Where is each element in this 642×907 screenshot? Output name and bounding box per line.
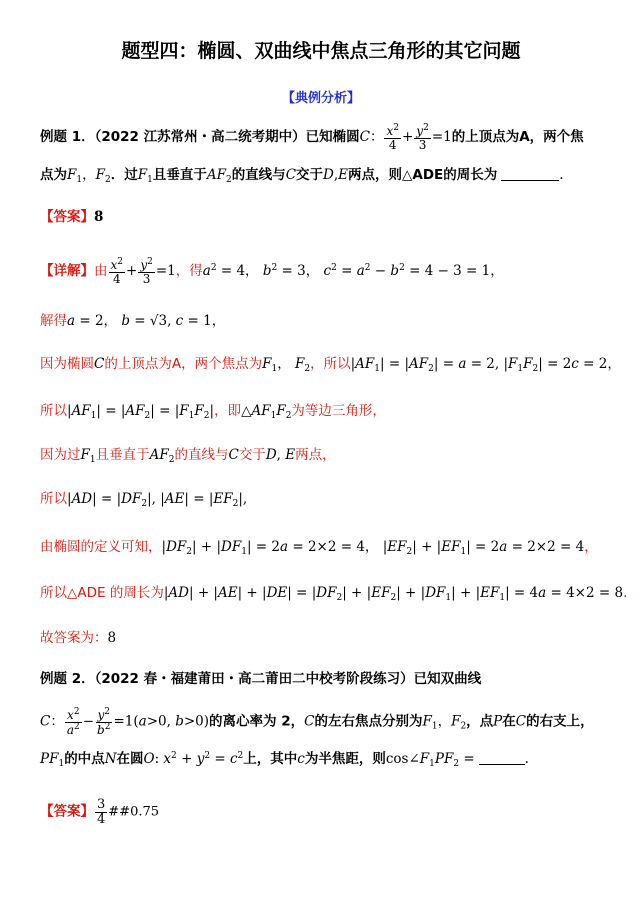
d-text: 解得 bbox=[40, 313, 67, 329]
example1-label: 例题 1． bbox=[40, 129, 95, 146]
q-text: 在圆 bbox=[116, 751, 144, 767]
d-text: 因为过 bbox=[40, 447, 81, 463]
answer-blank bbox=[501, 168, 559, 181]
q-text: ，点 bbox=[466, 713, 494, 730]
answer-label: 【答案】 bbox=[40, 209, 94, 225]
d-text: 的直线与 bbox=[174, 447, 229, 463]
answer-label: 【答案】 bbox=[40, 803, 94, 820]
d-text: 两点， bbox=[295, 447, 336, 463]
d-text: 为等边三角形， bbox=[291, 403, 386, 419]
conclusion-value: 8 bbox=[107, 630, 117, 646]
d-text: 所以△ADE 的周长为 bbox=[40, 585, 164, 601]
detail-line2: 解得a = 2， b = √3, c = 1， bbox=[40, 313, 226, 329]
d-text: 且垂直于 bbox=[95, 447, 150, 463]
example1-source: （2022 江苏常州・高二统考期中）已知椭圆 bbox=[94, 129, 360, 146]
answer-value: 8 bbox=[94, 209, 104, 225]
example2-question-line3: $PF_1$的中点N在圆O: $x^2 + y^2 = c^2$上，其中c为半焦距，则$\cos\angle F_1PF_2$ = . bbox=[40, 751, 529, 769]
q-text: 的中点 bbox=[64, 751, 105, 767]
q-text: 在 bbox=[502, 713, 516, 730]
q-text: 为半焦距，则 bbox=[304, 751, 386, 767]
d-text: 所以 bbox=[323, 356, 351, 372]
detail-conclusion bbox=[40, 632, 116, 646]
q-text: 的左右焦点分别为 bbox=[314, 713, 423, 730]
example2-question-line2: C： $\frac{x^2}{a^2}$ − $\frac{y^2}{b^2}$ =1(a>0, b>0)的离心率为 2，C的左右焦点分别为$F_1$，$F_2$，点P在C的右支上， bbox=[40, 707, 594, 737]
d-text: 由 bbox=[94, 263, 108, 280]
q-text: 的右支上， bbox=[526, 713, 594, 730]
detail-line3: 因为椭圆C的上顶点为A，两个焦点为$F_1$， $F_2$，所以$|AF_1| = |AF_2| = a = 2$, $|F_1F_2| = 2c = 2$， bbox=[40, 356, 621, 374]
d-text: ，得 bbox=[175, 263, 203, 280]
answer-value: ##0.75 bbox=[108, 804, 160, 820]
q-text: 点为 bbox=[40, 167, 67, 183]
d-text: 故答案为： bbox=[40, 630, 108, 646]
d-text: 因为椭圆 bbox=[40, 356, 94, 372]
example1-tail: 的上顶点为A，两个焦 bbox=[451, 129, 584, 146]
q-text: 交于 bbox=[296, 167, 324, 183]
example2-source: （2022 春・福建莆田・高二莆田二中校考阶段练习）已知双曲线 bbox=[94, 671, 482, 687]
q-text: ．过 bbox=[110, 167, 138, 183]
q-text: 的离心率为 2， bbox=[209, 713, 305, 730]
example1-answer bbox=[40, 211, 103, 225]
q-text: 的直线与 bbox=[231, 167, 286, 183]
example2-answer: 【答案】 $\frac{3}{4}$ ##0.75 bbox=[40, 797, 160, 827]
d-text: 由椭圆的定义可知， bbox=[40, 539, 162, 555]
detail-label: 【详解】 bbox=[40, 263, 94, 280]
detail-line1: 【详解】由 $\frac{x^2}{4}$ + $\frac{y^2}{3}$ =1，得$a^2 = 4$， $b^2 = 3$， $c^2 = a^2 - b^2 = 4 - 3 = 1$， bbox=[40, 257, 504, 286]
detail-line6: 所以$|AD| = |DF_2|$, $|AE| = |EF_2|$, bbox=[40, 491, 248, 509]
d-text: 的上顶点为A，两个焦点为 bbox=[104, 356, 263, 372]
section-heading: 【典例分析】 bbox=[281, 91, 360, 106]
detail-line7: 由椭圆的定义可知，$|DF_2| + |DF_1| = 2a = 2\times 2 = 4$， $|EF_2| + |EF_1| = 2a = 2\times 2 = 4$， bbox=[40, 539, 598, 557]
answer-blank bbox=[479, 752, 525, 765]
example1-question-line2: 点为$F_1$，$F_2$．过$F_1$且垂直于$AF_2$的直线与C交于D,E两点，则△ADE的周长为 . bbox=[40, 167, 564, 185]
q-text: 上，其中 bbox=[243, 751, 298, 767]
example2-label: 例题 2． bbox=[40, 671, 95, 687]
d-text: 所以 bbox=[40, 491, 67, 507]
example1-question-line1: 例题 1．（2022 江苏常州・高二统考期中）已知椭圆C： $\frac{x^2}{4}$ + $\frac{y^2}{3}$ =1的上顶点为A，两个焦 bbox=[40, 123, 584, 152]
example2-question-line1 bbox=[40, 673, 481, 687]
d-text: 交于 bbox=[238, 447, 266, 463]
page-title: 题型四：椭圆、双曲线中焦点三角形的其它问题 bbox=[121, 40, 521, 62]
q-text: 且垂直于 bbox=[152, 167, 207, 183]
d-text: 所以 bbox=[40, 403, 67, 419]
detail-line4: 所以$|AF_1| = |AF_2| = |F_1F_2|$，即$\triangle AF_1F_2$为等边三角形， bbox=[40, 403, 386, 421]
d-text: ，即 bbox=[214, 403, 242, 419]
detail-line8: 所以△ADE 的周长为$|AD| + |AE| + |DE| = |DF_2| + |EF_2| + |DF_1| + |EF_1| = 4a = 4\times 2 = 8$. bbox=[40, 585, 628, 603]
detail-line5: 因为过$F_1$且垂直于$AF_2$的直线与C交于D, E两点， bbox=[40, 447, 336, 465]
q-text: 两点，则△ADE的周长为 bbox=[348, 167, 498, 183]
